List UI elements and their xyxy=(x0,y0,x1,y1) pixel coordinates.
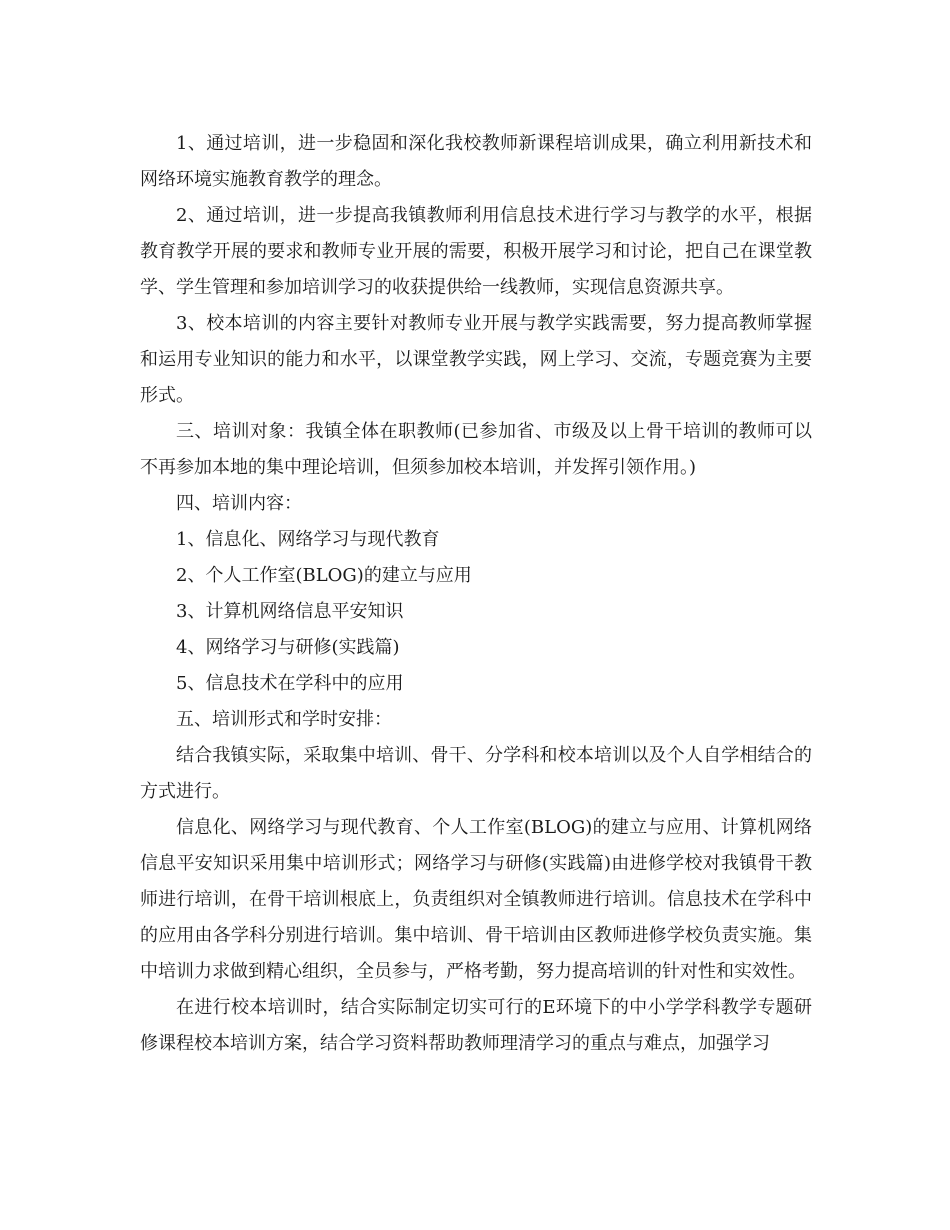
list-item-content-5: 5、信息技术在学科中的应用 xyxy=(176,673,404,694)
paragraph-goal-2: 2、通过培训，进一步提高我镇教师利用信息技术进行学习与教学的水平，根据教育教学开展的要求和教师专业开展的需要，积极开展学习和讨论，把自己在课堂教学、学生管理和参加培训学习的收获提供给一线教师，实现信息资源共享。 xyxy=(140,205,812,298)
paragraph-training-target: 三、培训对象：我镇全体在职教师(已参加省、市级及以上骨干培训的教师可以不再参加本地的集中理论培训，但须参加校本培训，并发挥引领作用。) xyxy=(140,421,812,478)
heading-training-content: 四、培训内容： xyxy=(176,493,302,514)
list-item-content-3: 3、计算机网络信息平安知识 xyxy=(176,601,404,622)
paragraph-format-detail: 信息化、网络学习与现代教育、个人工作室(BLOG)的建立与应用、计算机网络信息平安知识采用集中培训形式；网络学习与研修(实践篇)由进修学校对我镇骨干教师进行培训，在骨干培训根底上，负责组织对全镇教师进行培训。信息技术在学科中的应用由各学科分别进行培训。集中培训、骨干培训由区教师进修学校负责实施。集中培训力求做到精心组织，全员参与，严格考勤，努力提高培训的针对性和实效性。 xyxy=(140,817,812,982)
list-item-content-1: 1、信息化、网络学习与现代教育 xyxy=(176,529,440,550)
paragraph-format-summary: 结合我镇实际，采取集中培训、骨干、分学科和校本培训以及个人自学相结合的方式进行。 xyxy=(140,745,812,802)
list-item-content-2: 2、个人工作室(BLOG)的建立与应用 xyxy=(176,565,472,586)
list-item-content-4: 4、网络学习与研修(实践篇) xyxy=(176,637,400,658)
paragraph-goal-1: 1、通过培训，进一步稳固和深化我校教师新课程培训成果，确立利用新技术和网络环境实施教育教学的理念。 xyxy=(140,133,812,190)
paragraph-goal-3: 3、校本培训的内容主要针对教师专业开展与教学实践需要，努力提高教师掌握和运用专业知识的能力和水平，以课堂教学实践，网上学习、交流，专题竞赛为主要形式。 xyxy=(140,313,812,406)
heading-training-format: 五、培训形式和学时安排： xyxy=(176,709,392,730)
document-body xyxy=(140,126,812,1062)
paragraph-school-training: 在进行校本培训时，结合实际制定切实可行的E环境下的中小学学科教学专题研修课程校本培训方案，结合学习资料帮助教师理清学习的重点与难点，加强学习 xyxy=(140,997,812,1054)
